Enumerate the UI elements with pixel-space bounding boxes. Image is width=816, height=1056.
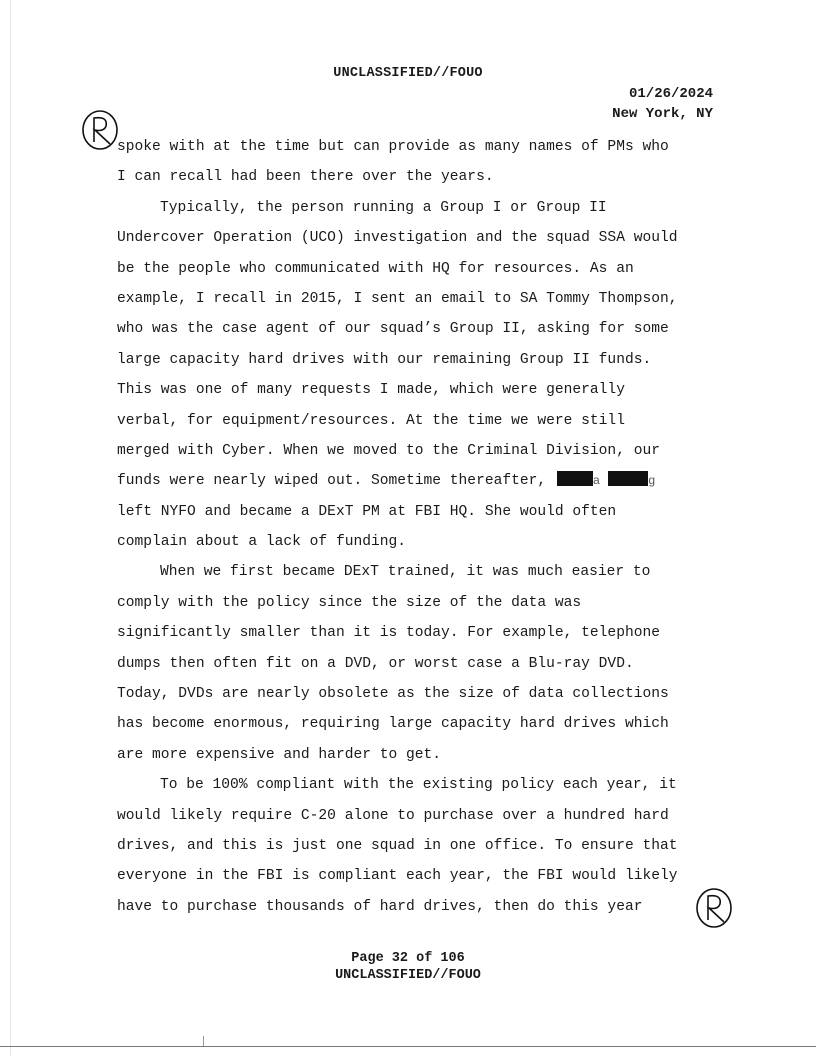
text-line: complain about a lack of funding. bbox=[117, 534, 407, 551]
text-line: are more expensive and harder to get. bbox=[117, 746, 442, 763]
page-number: Page 32 of 106 bbox=[351, 951, 465, 966]
redaction-remnant: a bbox=[592, 474, 601, 489]
paragraph-start: To be 100% compliant with the existing policy each year, it bbox=[160, 777, 677, 794]
redaction-block bbox=[608, 471, 648, 486]
text-line: significantly smaller than it is today. For example, telephone bbox=[117, 625, 660, 642]
text-line: This was one of many requests I made, which were generally bbox=[117, 382, 625, 399]
text-line: would likely require C-20 alone to purchase over a hundred hard bbox=[117, 807, 669, 824]
text-line: verbal, for equipment/resources. At the time we were still bbox=[117, 412, 625, 429]
text-line: everyone in the FBI is compliant each year, the FBI would likely bbox=[117, 868, 678, 885]
text-line: Undercover Operation (UCO) investigation and the squad SSA would bbox=[117, 230, 678, 247]
document-date: 01/26/2024 bbox=[628, 86, 713, 102]
text-line: be the people who communicated with HQ for resources. As an bbox=[117, 260, 634, 277]
text-fragment: funds were nearly wiped out. Sometime thereafter, bbox=[117, 473, 547, 490]
text-line: drives, and this is just one squad in one office. To ensure that bbox=[117, 837, 678, 854]
redaction-block bbox=[557, 471, 593, 486]
text-line: have to purchase thousands of hard drives, then do this year bbox=[117, 898, 643, 915]
document-meta bbox=[612, 84, 713, 124]
text-line-redacted bbox=[117, 466, 717, 496]
document-location: New York, NY bbox=[612, 106, 713, 122]
text-line: spoke with at the time but can provide as many names of PMs who bbox=[117, 139, 669, 155]
text-line: has become enormous, requiring large capacity hard drives which bbox=[117, 716, 669, 733]
text-line: dumps then often fit on a DVD, or worst case a Blu-ray DVD. bbox=[117, 655, 634, 672]
text-line: example, I recall in 2015, I sent an email to SA Tommy Thompson, bbox=[117, 290, 678, 307]
document-body bbox=[117, 132, 717, 922]
text-line: who was the case agent of our squad’s Group II, asking for some bbox=[117, 321, 669, 338]
paragraph-start: Typically, the person running a Group I or Group II bbox=[160, 199, 607, 216]
scan-bottom-rule bbox=[0, 1046, 816, 1047]
text-line: merged with Cyber. When we moved to the Criminal Division, our bbox=[117, 442, 660, 459]
text-line: I can recall had been there over the years. bbox=[117, 169, 494, 186]
page-edge bbox=[10, 0, 11, 1056]
handwritten-initial-stamp bbox=[80, 108, 120, 152]
text-line: comply with the policy since the size of the data was bbox=[117, 594, 582, 611]
classification-header: UNCLASSIFIED//FOUO bbox=[333, 66, 483, 81]
text-line: Today, DVDs are nearly obsolete as the size of data collections bbox=[117, 686, 669, 703]
handwritten-initial-stamp bbox=[694, 886, 734, 930]
redaction-remnant: g bbox=[648, 474, 656, 489]
classification-footer: UNCLASSIFIED//FOUO bbox=[335, 968, 481, 983]
text-line: large capacity hard drives with our remaining Group II funds. bbox=[117, 351, 652, 368]
text-line: left NYFO and became a DExT PM at FBI HQ. She would often bbox=[117, 503, 617, 520]
paragraph-start: When we first became DExT trained, it was much easier to bbox=[160, 564, 651, 581]
page-footer bbox=[0, 950, 816, 984]
